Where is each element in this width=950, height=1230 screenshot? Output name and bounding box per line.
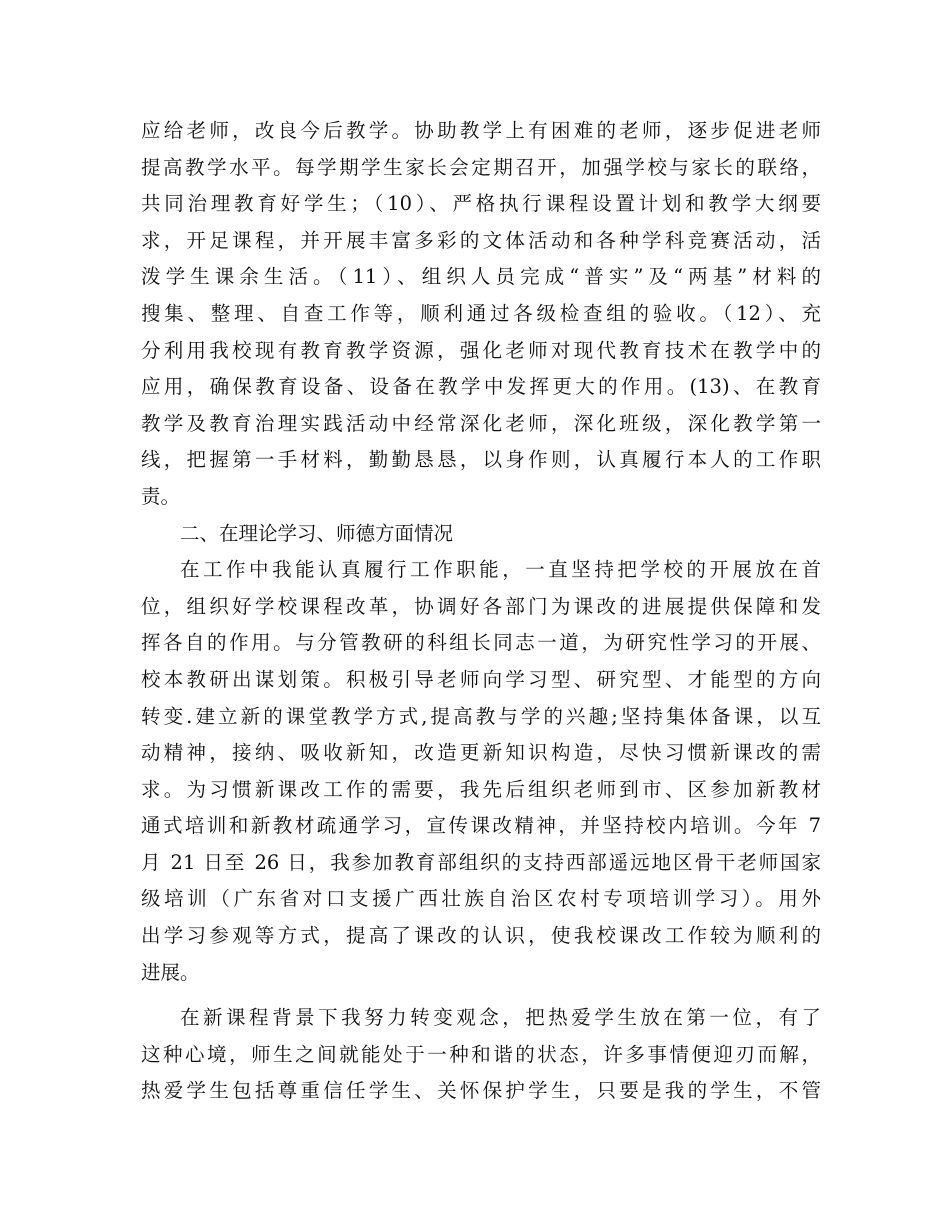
paragraph-3 (141, 1000, 821, 1110)
paragraph-line: 这种心境，师生之间就能处于一种和谐的状态，许多事情便迎刃而解， (141, 1042, 821, 1066)
paragraph-line: 位，组织好学校课程改革，协调好各部门为课改的进展提供保障和发 (141, 594, 821, 618)
paragraph-line: 分利用我校现有教育教学资源，强化老师对现代教育技术在教学中的 (141, 338, 821, 362)
paragraph-line: 出学习参观等方式，提高了课改的认识，使我校课改工作较为顺利的 (141, 924, 821, 948)
paragraph-line: 应用，确保教育设备、设备在教学中发挥更大的作用。(13)、在教育 (141, 375, 821, 399)
paragraph-1 (141, 113, 821, 516)
paragraph-line: 泼学生课余生活。（11）、组织人员完成“普实”及“两基”材料的 (141, 265, 821, 289)
paragraph-line: 月 21 日至 26 日，我参加教育部组织的支持西部遥远地区骨干老师国家 (141, 850, 821, 874)
paragraph-line: 线，把握第一手材料，勤勤恳恳，以身作则，认真履行本人的工作职 (141, 448, 821, 472)
paragraph-line: 教学及教育治理实践活动中经常深化老师，深化班级，深化教学第一 (141, 411, 821, 435)
paragraph-line: 责。 (141, 484, 181, 508)
paragraph-line: 级培训（广东省对口支援广西壮族自治区农村专项培训学习）。用外 (141, 887, 821, 911)
paragraph-line: 共同治理教育好学生；（10）、严格执行课程设置计划和教学大纲要 (141, 192, 821, 216)
paragraph-line: 搜集、整理、自查工作等，顺利通过各级检查组的验收。（12）、充 (141, 301, 821, 325)
section-heading: 二、在理论学习、师德方面情况 (180, 521, 454, 545)
paragraph-line: 应给老师，改良今后教学。协助教学上有困难的老师，逐步促进老师 (141, 119, 821, 142)
paragraph-line: 在工作中我能认真履行工作职能，一直坚持把学校的开展放在首 (180, 558, 821, 582)
paragraph-line: 挥各自的作用。与分管教研的科组长同志一道，为研究性学习的开展、 (141, 631, 821, 655)
paragraph-line: 通式培训和新教材疏通学习，宣传课改精神，并坚持校内培训。今年 7 (141, 814, 821, 838)
paragraph-line: 热爱学生包括尊重信任学生、关怀保护学生，只要是我的学生，不管 (141, 1079, 821, 1103)
paragraph-line: 校本教研出谋划策。积极引导老师向学习型、研究型、才能型的方向 (141, 667, 821, 691)
paragraph-line: 转变.建立新的课堂教学方式,提高教与学的兴趣;坚持集体备课，以互 (141, 704, 821, 728)
paragraph-line: 进展。 (141, 960, 200, 984)
paragraph-line: 动精神，接纳、吸收新知，改造更新知识构造，尽快习惯新课改的需 (141, 741, 821, 765)
paragraph-line: 求，开足课程，并开展丰富多彩的文体活动和各种学科竞赛活动，活 (141, 228, 821, 252)
paragraph-2 (141, 552, 821, 991)
paragraph-line: 在新课程背景下我努力转变观念，把热爱学生放在第一位，有了 (180, 1006, 821, 1030)
document-body (141, 113, 821, 1110)
paragraph-line: 求。为习惯新课改工作的需要，我先后组织老师到市、区参加新教材 (141, 777, 821, 801)
paragraph-line: 提高教学水平。每学期学生家长会定期召开，加强学校与家长的联络， (141, 155, 821, 179)
